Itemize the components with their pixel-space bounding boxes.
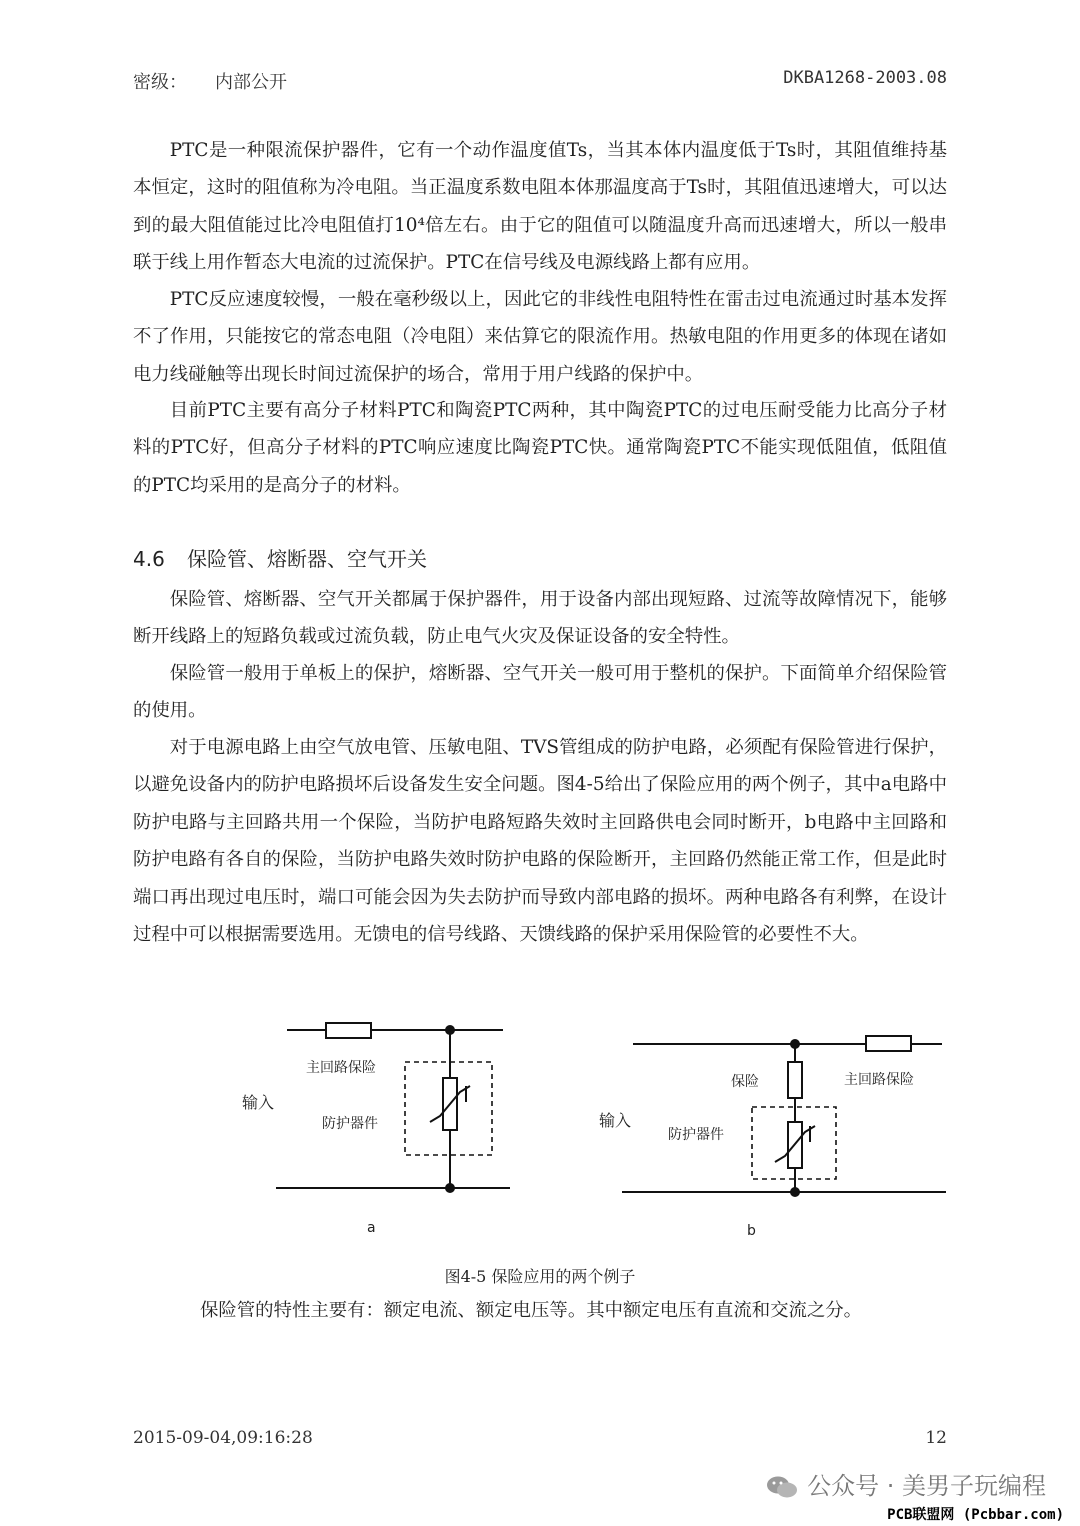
- doc-id: DKBA1268-2003.08: [783, 68, 947, 88]
- circuit-a: [276, 1023, 510, 1188]
- label-main-fuse-b: 主回路保险: [844, 1072, 914, 1088]
- main-fuse-b-symbol: [866, 1036, 911, 1051]
- section-title: 保险管、熔断器、空气开关: [187, 547, 427, 571]
- label-fuse-b: 保险: [731, 1074, 759, 1090]
- paragraph-fuse-usage: 保险管一般用于单板上的保护，熔断器、空气开关一般可用于整机的保护。下面简单介绍保险管的使用。: [133, 663, 947, 722]
- paragraph-fuse-characteristics: 保险管的特性主要有：额定电流、额定电压等。其中额定电压有直流和交流之分。: [200, 1300, 863, 1321]
- figure-caption: 图4-5 保险应用的两个例子: [444, 1267, 636, 1286]
- label-device-a: 防护器件: [322, 1116, 378, 1132]
- figure-4-5: [230, 1010, 960, 1260]
- watermark: [765, 1466, 1046, 1501]
- section-heading: [133, 543, 427, 572]
- wechat-icon: [765, 1475, 799, 1499]
- label-input-b: 输入: [599, 1111, 632, 1130]
- footer-timestamp: 2015-09-04,09:16:28: [133, 1428, 313, 1448]
- label-a: a: [367, 1220, 376, 1236]
- section-number: 4.6: [133, 547, 165, 571]
- page-number: 12: [925, 1428, 947, 1448]
- classification-value: 内部公开: [215, 72, 287, 93]
- label-device-b: 防护器件: [668, 1127, 724, 1143]
- paragraph-ptc-intro: PTC是一种限流保护器件，它有一个动作温度值Ts，当其本体内温度低于Ts时，其阻值维持基本恒定，这时的阻值称为冷电阻。当正温度系数电阻本体那温度高于Ts时，其阻值迅速增大，可以达到的最大阻值能过比冷电阻值打10⁴倍左右。由于它的阻值可以随温度升高而迅速增大，所以一般串联于线上用作暂态大电流的过流保护。PTC在信号线及电源线路上都有应用。: [133, 140, 947, 274]
- paragraph-ptc-speed: PTC反应速度较慢，一般在毫秒级以上，因此它的非线性电阻特性在雷击过电流通过时基本发挥不了作用，只能按它的常态电阻（冷电阻）来估算它的限流作用。热敏电阻的作用更多的体现在诸如电力线碰触等出现长时间过流保护的场合，常用于用户线路的保护中。: [133, 289, 947, 385]
- circuit-b: [622, 1036, 946, 1192]
- label-b: b: [747, 1223, 756, 1239]
- classification-label: 密级：: [133, 72, 187, 93]
- header-classification: [133, 68, 287, 94]
- main-fuse-a-symbol: [326, 1023, 371, 1038]
- label-input-a: 输入: [242, 1093, 275, 1112]
- label-main-fuse-a: 主回路保险: [306, 1060, 376, 1076]
- paragraph-fuse-intro: 保险管、熔断器、空气开关都属于保护器件，用于设备内部出现短路、过流等故障情况下，能够断开线路上的短路负载或过流负载，防止电气火灾及保证设备的安全特性。: [133, 589, 947, 648]
- site-watermark: PCB联盟网 (Pcbbar.com): [887, 1507, 1064, 1523]
- fuse-b-symbol: [788, 1062, 802, 1098]
- watermark-text: 公众号 · 美男子玩编程: [807, 1472, 1046, 1500]
- paragraph-fuse-examples: 对于电源电路上由空气放电管、压敏电阻、TVS管组成的防护电路，必须配有保险管进行保护，以避免设备内的防护电路损坏后设备发生安全问题。图4-5给出了保险应用的两个例子，其中a电路中防护电路与主回路共用一个保险，当防护电路短路失效时主回路供电会同时断开，b电路中主回路和防护电路有各自的保险，当防护电路失效时防护电路的保险断开，主回路仍然能正常工作，但是此时端口再出现过电压时，端口可能会因为失去防护而导致内部电路的损坏。两种电路各有利弊，在设计过程中可以根据需要选用。无馈电的信号线路、天馈线路的保护采用保险管的必要性不大。: [133, 737, 947, 946]
- paragraph-ptc-types: 目前PTC主要有高分子材料PTC和陶瓷PTC两种，其中陶瓷PTC的过电压耐受能力比高分子材料的PTC好，但高分子材料的PTC响应速度比陶瓷PTC快。通常陶瓷PTC不能实现低阻值，低阻值的PTC均采用的是高分子的材料。: [133, 400, 947, 496]
